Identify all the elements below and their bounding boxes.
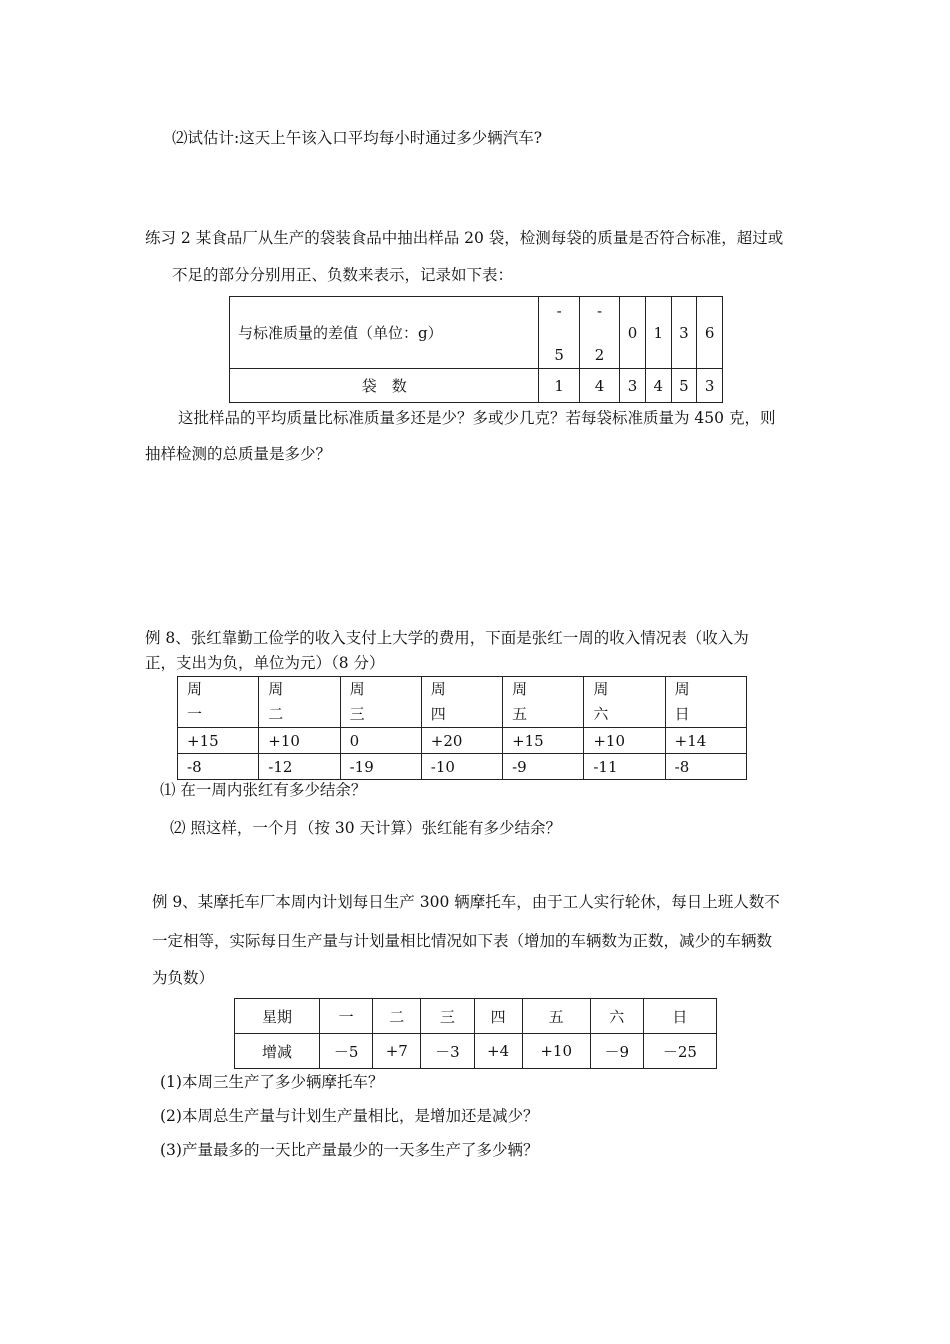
table-row (178, 677, 747, 728)
table-row (235, 999, 717, 1034)
change-cell: +7 (373, 1034, 421, 1069)
table-row (230, 297, 723, 369)
table-row (230, 369, 723, 403)
change-cell: －5 (320, 1034, 373, 1069)
weekday-cell: 三 (421, 999, 474, 1034)
diff-header-cell: 与标准质量的差值（单位：g） (230, 297, 539, 369)
weight-difference-table (229, 296, 723, 403)
change-cell: －25 (643, 1034, 716, 1069)
weekday-cell: 二 (373, 999, 421, 1034)
practice2-intro-line1: 练习 2 某食品厂从生产的袋装食品中抽出样品 20 袋，检测每袋的质量是否符合标准，超过或 (145, 229, 784, 247)
income-cell: +14 (665, 728, 746, 754)
expense-cell: -8 (665, 754, 746, 780)
change-cell: +10 (522, 1034, 590, 1069)
table-row (178, 728, 747, 754)
example9-question3: (3)产量最多的一天比产量最少的一天多生产了多少辆？ (160, 1141, 539, 1159)
diff-cell: - 5 (539, 297, 579, 369)
count-cell: 1 (539, 369, 579, 403)
table-row (235, 1034, 717, 1069)
example9-intro-line3: 为负数） (152, 969, 215, 987)
day-header-cell: 周 六 (584, 677, 665, 728)
income-cell: +15 (503, 728, 584, 754)
practice2-question-line1: 这批样品的平均质量比标准质量多还是少？多或少几克？若每袋标准质量为 450 克，则 (178, 409, 776, 427)
diff-cell: 6 (697, 297, 723, 369)
count-cell: 4 (579, 369, 619, 403)
expense-cell: -10 (421, 754, 502, 780)
income-cell: +20 (421, 728, 502, 754)
count-cell: 3 (620, 369, 646, 403)
practice2-question-line2: 抽样检测的总质量是多少？ (145, 445, 332, 463)
change-cell: －3 (421, 1034, 474, 1069)
change-cell: +4 (474, 1034, 522, 1069)
income-cell: +15 (178, 728, 259, 754)
day-header-cell: 周 四 (421, 677, 502, 728)
practice2-intro-line2: 不足的部分分别用正、负数来表示，记录如下表： (172, 266, 514, 284)
diff-cell: 1 (645, 297, 671, 369)
weekday-header-cell: 星期 (235, 999, 320, 1034)
income-cell: +10 (259, 728, 340, 754)
production-change-table (234, 998, 717, 1069)
expense-cell: -11 (584, 754, 665, 780)
change-cell: －9 (590, 1034, 643, 1069)
day-header-cell: 周 三 (340, 677, 421, 728)
table-row (178, 754, 747, 780)
expense-cell: -12 (259, 754, 340, 780)
example9-question2: (2)本周总生产量与计划生产量相比，是增加还是减少？ (160, 1107, 539, 1125)
weekday-cell: 一 (320, 999, 373, 1034)
expense-cell: -8 (178, 754, 259, 780)
weekly-income-table (177, 676, 747, 780)
day-header-cell: 周 一 (178, 677, 259, 728)
weekday-cell: 六 (590, 999, 643, 1034)
example9-question1: (1)本周三生产了多少辆摩托车？ (160, 1073, 384, 1091)
example8-question2: ⑵ 照这样，一个月（按 30 天计算）张红能有多少结余？ (170, 819, 562, 837)
example9-intro-line1: 例 9、某摩托车厂本周内计划每日生产 300 辆摩托车，由于工人实行轮休，每日上班人数不 (152, 893, 780, 911)
estimate-question: ⑵试估计:这天上午该入口平均每小时通过多少辆汽车? (172, 129, 543, 147)
day-header-cell: 周 日 (665, 677, 746, 728)
example8-intro-line2: 正，支出为负，单位为元）（8 分） (145, 654, 385, 672)
diff-cell: 0 (620, 297, 646, 369)
count-header-cell: 袋 数 (230, 369, 539, 403)
count-cell: 5 (671, 369, 697, 403)
day-header-cell: 周 五 (503, 677, 584, 728)
example9-intro-line2: 一定相等，实际每日生产量与计划量相比情况如下表（增加的车辆数为正数，减少的车辆数 (152, 932, 773, 950)
change-header-cell: 增减 (235, 1034, 320, 1069)
count-cell: 3 (697, 369, 723, 403)
diff-cell: 3 (671, 297, 697, 369)
day-header-cell: 周 二 (259, 677, 340, 728)
weekday-cell: 五 (522, 999, 590, 1034)
expense-cell: -19 (340, 754, 421, 780)
expense-cell: -9 (503, 754, 584, 780)
diff-cell: - 2 (579, 297, 619, 369)
example8-intro-line1: 例 8、张红靠勤工俭学的收入支付上大学的费用，下面是张红一周的收入情况表（收入为 (145, 629, 749, 647)
example8-question1: ⑴ 在一周内张红有多少结余？ (160, 781, 367, 799)
weekday-cell: 日 (643, 999, 716, 1034)
income-cell: +10 (584, 728, 665, 754)
count-cell: 4 (645, 369, 671, 403)
weekday-cell: 四 (474, 999, 522, 1034)
income-cell: 0 (340, 728, 421, 754)
